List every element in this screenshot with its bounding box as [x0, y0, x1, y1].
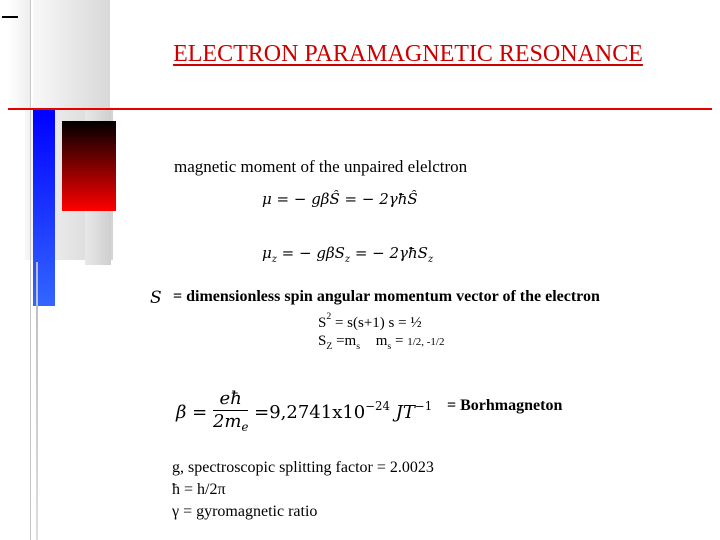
s-z-subscript: z [344, 254, 351, 265]
magnetic-moment-heading: magnetic moment of the unpaired elelctron [174, 157, 468, 176]
bohr-unit: JT [395, 402, 415, 423]
corner-mark [2, 16, 18, 18]
equation-mu-rhs: = − gβŜ = − 2γħŜ [276, 190, 418, 208]
bohr-value: =9,2741x10 [254, 402, 366, 423]
ms-subscript-2: s [387, 341, 392, 352]
mu-z-symbol: μ [262, 244, 272, 262]
s-z-subscript-2: z [427, 254, 434, 265]
bohr-unit-exponent: −1 [414, 399, 433, 413]
ms-subscript: s [356, 341, 360, 352]
hbar-line: ħ = h/2π [172, 481, 226, 498]
sz-symbol: S [318, 333, 327, 349]
decor-vertical-line-lower [36, 262, 38, 540]
decor-red-bar [62, 121, 116, 211]
s-superscript: 2 [326, 311, 332, 322]
s-symbol: S [318, 315, 327, 331]
bohr-numerator: eħ [213, 388, 248, 411]
equation-mu-z [262, 244, 433, 265]
bohr-den-sub: e [241, 420, 249, 434]
decor-vertical-line [30, 0, 31, 540]
bohr-denominator [213, 411, 248, 438]
gamma-line: γ = gyromagnetic ratio [172, 503, 318, 520]
ms-values: 1/2, -1/2 [407, 336, 445, 348]
spin-squared-line [318, 311, 422, 332]
bohr-den-text: 2m [212, 411, 242, 432]
equation-mu [262, 190, 418, 208]
sz-subscript: Z [326, 341, 333, 352]
mu-symbol: μ [262, 190, 272, 208]
beta-symbol: β = [176, 402, 208, 423]
equation-mu-z-rhs2: = − 2γħS [354, 244, 428, 262]
spin-z-line [318, 333, 444, 352]
ms-equals: = [391, 333, 408, 349]
bohr-fraction [213, 388, 248, 438]
bohr-magneton-label: = Borhmagneton [447, 397, 563, 414]
spin-squared-rest: = s(s+1) s = ½ [334, 315, 422, 331]
mu-z-subscript: z [271, 254, 277, 265]
spin-description: = dimensionless spin angular momentum vector of the electron [173, 288, 600, 305]
slide-title: ELECTRON PARAMAGNETIC RESONANCE [173, 41, 643, 67]
spin-symbol: S [150, 288, 162, 308]
title-rule [8, 108, 712, 110]
g-factor-line: g, spectroscopic splitting factor = 2.0023 [172, 459, 434, 476]
ms-symbol: m [375, 333, 388, 349]
equation-mu-z-rhs1: = − gβS [281, 244, 345, 262]
sz-eq-ms: =m [332, 333, 357, 349]
bohr-exponent: −24 [365, 399, 390, 413]
bohr-magneton-equation [176, 388, 432, 438]
